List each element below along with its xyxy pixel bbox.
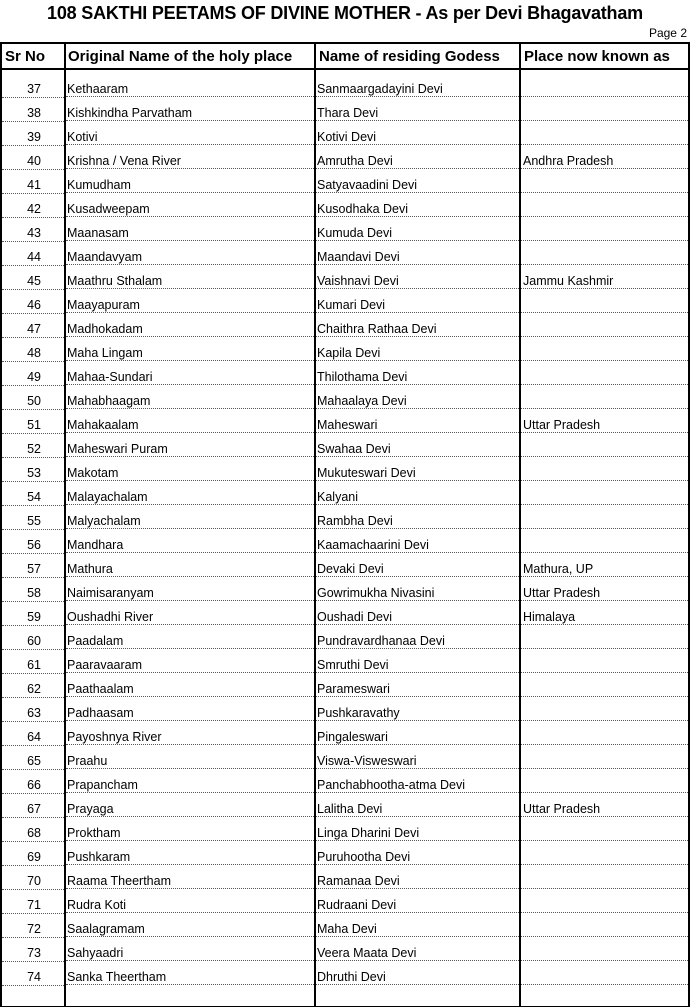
goddess-cell: Kalyani bbox=[316, 482, 519, 505]
place-now-cell bbox=[521, 194, 688, 217]
sr-no-cell bbox=[2, 530, 64, 554]
goddess-cell: Maheswari bbox=[316, 410, 519, 433]
sr-no-value: 53 bbox=[27, 466, 41, 480]
place-now-cell bbox=[521, 170, 688, 193]
sr-no-cell bbox=[2, 170, 64, 194]
table-row bbox=[0, 218, 688, 242]
table-row bbox=[0, 626, 688, 650]
sr-no-cell bbox=[2, 746, 64, 770]
original-name-cell: Mahaa-Sundari bbox=[66, 362, 314, 385]
place-now-cell: Jammu Kashmir bbox=[521, 266, 688, 289]
sr-no-value: 52 bbox=[27, 442, 41, 456]
goddess-cell: Kaamachaarini Devi bbox=[316, 530, 519, 553]
goddess-cell: Pingaleswari bbox=[316, 722, 519, 745]
sr-no-value: 45 bbox=[27, 274, 41, 288]
goddess-cell: Sanmaargadayini Devi bbox=[316, 74, 519, 97]
table-row bbox=[0, 194, 688, 218]
sr-no-cell bbox=[2, 458, 64, 482]
sr-no-cell bbox=[2, 578, 64, 602]
original-name-cell: Naimisaranyam bbox=[66, 578, 314, 601]
sr-no-value: 61 bbox=[27, 658, 41, 672]
table-row bbox=[0, 170, 688, 194]
sr-no-cell bbox=[2, 74, 64, 98]
sr-no-value: 55 bbox=[27, 514, 41, 528]
sr-no-cell bbox=[2, 146, 64, 170]
place-now-cell: Himalaya bbox=[521, 602, 688, 625]
table-header bbox=[0, 42, 688, 70]
place-now-cell bbox=[521, 530, 688, 553]
place-now-cell bbox=[521, 914, 688, 937]
sr-no-cell bbox=[2, 890, 64, 914]
original-name-cell: Mathura bbox=[66, 554, 314, 577]
place-now-cell: Uttar Pradesh bbox=[521, 578, 688, 601]
sr-no-cell bbox=[2, 770, 64, 794]
header-place-now: Place now known as bbox=[524, 48, 670, 65]
original-name-cell: Maandavyam bbox=[66, 242, 314, 265]
goddess-cell: Thara Devi bbox=[316, 98, 519, 121]
table-row bbox=[0, 290, 688, 314]
sr-no-value: 40 bbox=[27, 154, 41, 168]
goddess-cell: Gowrimukha Nivasini bbox=[316, 578, 519, 601]
sr-no-cell bbox=[2, 626, 64, 650]
original-name-cell: Krishna / Vena River bbox=[66, 146, 314, 169]
table-row bbox=[0, 410, 688, 434]
original-name-cell: Madhokadam bbox=[66, 314, 314, 337]
original-name-cell: Prayaga bbox=[66, 794, 314, 817]
sr-no-value: 67 bbox=[27, 802, 41, 816]
place-now-cell bbox=[521, 242, 688, 265]
sr-no-cell bbox=[2, 338, 64, 362]
sr-no-value: 43 bbox=[27, 226, 41, 240]
table-row bbox=[0, 530, 688, 554]
goddess-cell: Rudraani Devi bbox=[316, 890, 519, 913]
table-row bbox=[0, 506, 688, 530]
original-name-cell: Maathru Sthalam bbox=[66, 266, 314, 289]
original-name-cell: Saalagramam bbox=[66, 914, 314, 937]
table-row bbox=[0, 146, 688, 170]
header-goddess: Name of residing Godess bbox=[319, 48, 500, 65]
table-row bbox=[0, 434, 688, 458]
place-now-cell bbox=[521, 98, 688, 121]
table-row bbox=[0, 482, 688, 506]
sr-no-cell bbox=[2, 866, 64, 890]
original-name-cell: Kishkindha Parvatham bbox=[66, 98, 314, 121]
table-row bbox=[0, 242, 688, 266]
sr-no-value: 41 bbox=[27, 178, 41, 192]
goddess-cell: Oushadi Devi bbox=[316, 602, 519, 625]
place-now-cell bbox=[521, 962, 688, 985]
goddess-cell: Puruhootha Devi bbox=[316, 842, 519, 865]
goddess-cell: Veera Maata Devi bbox=[316, 938, 519, 961]
original-name-cell: Paaravaaram bbox=[66, 650, 314, 673]
original-name-cell: Paathaalam bbox=[66, 674, 314, 697]
place-now-cell bbox=[521, 650, 688, 673]
sr-no-cell bbox=[2, 962, 64, 986]
table-row bbox=[0, 458, 688, 482]
goddess-cell: Ramanaa Devi bbox=[316, 866, 519, 889]
sr-no-cell bbox=[2, 554, 64, 578]
sr-no-value: 66 bbox=[27, 778, 41, 792]
place-now-cell: Andhra Pradesh bbox=[521, 146, 688, 169]
place-now-cell bbox=[521, 218, 688, 241]
table-body bbox=[0, 74, 688, 986]
goddess-cell: Swahaa Devi bbox=[316, 434, 519, 457]
table-row bbox=[0, 794, 688, 818]
place-now-cell bbox=[521, 818, 688, 841]
goddess-cell: Thilothama Devi bbox=[316, 362, 519, 385]
sr-no-value: 72 bbox=[27, 922, 41, 936]
sr-no-value: 63 bbox=[27, 706, 41, 720]
original-name-cell: Kethaaram bbox=[66, 74, 314, 97]
goddess-cell: Kapila Devi bbox=[316, 338, 519, 361]
original-name-cell: Mahabhaagam bbox=[66, 386, 314, 409]
place-now-cell bbox=[521, 890, 688, 913]
sr-no-cell bbox=[2, 218, 64, 242]
table-row bbox=[0, 266, 688, 290]
table-row bbox=[0, 674, 688, 698]
sr-no-value: 62 bbox=[27, 682, 41, 696]
table-row bbox=[0, 938, 688, 962]
sr-no-value: 74 bbox=[27, 970, 41, 984]
sr-no-cell bbox=[2, 842, 64, 866]
goddess-cell: Pushkaravathy bbox=[316, 698, 519, 721]
sr-no-value: 42 bbox=[27, 202, 41, 216]
goddess-cell: Kusodhaka Devi bbox=[316, 194, 519, 217]
table-row bbox=[0, 74, 688, 98]
sr-no-cell bbox=[2, 194, 64, 218]
sr-no-value: 70 bbox=[27, 874, 41, 888]
sr-no-value: 47 bbox=[27, 322, 41, 336]
sr-no-cell bbox=[2, 938, 64, 962]
sr-no-value: 51 bbox=[27, 418, 41, 432]
sr-no-value: 49 bbox=[27, 370, 41, 384]
original-name-cell: Paadalam bbox=[66, 626, 314, 649]
place-now-cell: Uttar Pradesh bbox=[521, 794, 688, 817]
original-name-cell: Mahakaalam bbox=[66, 410, 314, 433]
goddess-cell: Devaki Devi bbox=[316, 554, 519, 577]
table-row bbox=[0, 842, 688, 866]
goddess-cell: Chaithra Rathaa Devi bbox=[316, 314, 519, 337]
sr-no-cell bbox=[2, 434, 64, 458]
sr-no-value: 37 bbox=[27, 82, 41, 96]
table-row bbox=[0, 650, 688, 674]
goddess-cell: Parameswari bbox=[316, 674, 519, 697]
place-now-cell bbox=[521, 122, 688, 145]
goddess-cell: Amrutha Devi bbox=[316, 146, 519, 169]
sr-no-value: 71 bbox=[27, 898, 41, 912]
table-row bbox=[0, 866, 688, 890]
page-number: Page 2 bbox=[648, 26, 687, 40]
place-now-cell bbox=[521, 698, 688, 721]
original-name-cell: Maanasam bbox=[66, 218, 314, 241]
sr-no-cell bbox=[2, 674, 64, 698]
goddess-cell: Smruthi Devi bbox=[316, 650, 519, 673]
sr-no-cell bbox=[2, 290, 64, 314]
original-name-cell: Maayapuram bbox=[66, 290, 314, 313]
sr-no-value: 39 bbox=[27, 130, 41, 144]
original-name-cell: Makotam bbox=[66, 458, 314, 481]
table-row bbox=[0, 338, 688, 362]
table-row bbox=[0, 722, 688, 746]
original-name-cell: Kotivi bbox=[66, 122, 314, 145]
place-now-cell bbox=[521, 722, 688, 745]
original-name-cell: Malayachalam bbox=[66, 482, 314, 505]
sr-no-cell bbox=[2, 386, 64, 410]
sr-no-value: 59 bbox=[27, 610, 41, 624]
original-name-cell: Pushkaram bbox=[66, 842, 314, 865]
sr-no-cell bbox=[2, 314, 64, 338]
place-now-cell bbox=[521, 506, 688, 529]
place-now-cell bbox=[521, 290, 688, 313]
table-row bbox=[0, 746, 688, 770]
sr-no-cell bbox=[2, 818, 64, 842]
table-row bbox=[0, 698, 688, 722]
sr-no-value: 68 bbox=[27, 826, 41, 840]
goddess-cell: Kumuda Devi bbox=[316, 218, 519, 241]
original-name-cell: Prapancham bbox=[66, 770, 314, 793]
sr-no-value: 38 bbox=[27, 106, 41, 120]
sr-no-cell bbox=[2, 650, 64, 674]
table-row bbox=[0, 602, 688, 626]
goddess-cell: Maandavi Devi bbox=[316, 242, 519, 265]
goddess-cell: Viswa-Visweswari bbox=[316, 746, 519, 769]
sr-no-value: 58 bbox=[27, 586, 41, 600]
place-now-cell bbox=[521, 626, 688, 649]
place-now-cell bbox=[521, 338, 688, 361]
original-name-cell: Praahu bbox=[66, 746, 314, 769]
goddess-cell: Panchabhootha-atma Devi bbox=[316, 770, 519, 793]
original-name-cell: Proktham bbox=[66, 818, 314, 841]
place-now-cell bbox=[521, 314, 688, 337]
table-row bbox=[0, 98, 688, 122]
place-now-cell bbox=[521, 746, 688, 769]
sr-no-value: 73 bbox=[27, 946, 41, 960]
table-row bbox=[0, 314, 688, 338]
sr-no-value: 57 bbox=[27, 562, 41, 576]
header-original-name: Original Name of the holy place bbox=[68, 48, 293, 65]
place-now-cell bbox=[521, 482, 688, 505]
goddess-cell: Linga Dharini Devi bbox=[316, 818, 519, 841]
original-name-cell: Kumudham bbox=[66, 170, 314, 193]
sr-no-value: 64 bbox=[27, 730, 41, 744]
sr-no-value: 56 bbox=[27, 538, 41, 552]
place-now-cell bbox=[521, 386, 688, 409]
sr-no-cell bbox=[2, 506, 64, 530]
original-name-cell: Maheswari Puram bbox=[66, 434, 314, 457]
sr-no-cell bbox=[2, 410, 64, 434]
place-now-cell bbox=[521, 842, 688, 865]
sr-no-value: 60 bbox=[27, 634, 41, 648]
sr-no-value: 65 bbox=[27, 754, 41, 768]
table-row bbox=[0, 122, 688, 146]
place-now-cell bbox=[521, 938, 688, 961]
goddess-cell: Kotivi Devi bbox=[316, 122, 519, 145]
table-row bbox=[0, 914, 688, 938]
sr-no-cell bbox=[2, 98, 64, 122]
sr-no-value: 54 bbox=[27, 490, 41, 504]
sr-no-cell bbox=[2, 722, 64, 746]
original-name-cell: Raama Theertham bbox=[66, 866, 314, 889]
peetams-table bbox=[0, 42, 690, 1007]
place-now-cell: Mathura, UP bbox=[521, 554, 688, 577]
sr-no-cell bbox=[2, 122, 64, 146]
goddess-cell: Dhruthi Devi bbox=[316, 962, 519, 985]
sr-no-value: 48 bbox=[27, 346, 41, 360]
table-row bbox=[0, 578, 688, 602]
table-row bbox=[0, 554, 688, 578]
place-now-cell bbox=[521, 434, 688, 457]
sr-no-value: 69 bbox=[27, 850, 41, 864]
goddess-cell: Pundravardhanaa Devi bbox=[316, 626, 519, 649]
table-row bbox=[0, 818, 688, 842]
sr-no-cell bbox=[2, 362, 64, 386]
original-name-cell: Maha Lingam bbox=[66, 338, 314, 361]
table-row bbox=[0, 386, 688, 410]
sr-no-cell bbox=[2, 482, 64, 506]
goddess-cell: Mahaalaya Devi bbox=[316, 386, 519, 409]
original-name-cell: Mandhara bbox=[66, 530, 314, 553]
goddess-cell: Satyavaadini Devi bbox=[316, 170, 519, 193]
sr-no-value: 46 bbox=[27, 298, 41, 312]
sr-no-cell bbox=[2, 242, 64, 266]
sr-no-cell bbox=[2, 266, 64, 290]
goddess-cell: Mukuteswari Devi bbox=[316, 458, 519, 481]
sr-no-cell bbox=[2, 794, 64, 818]
sr-no-value: 50 bbox=[27, 394, 41, 408]
table-row bbox=[0, 890, 688, 914]
original-name-cell: Malyachalam bbox=[66, 506, 314, 529]
original-name-cell: Sanka Theertham bbox=[66, 962, 314, 985]
original-name-cell: Sahyaadri bbox=[66, 938, 314, 961]
original-name-cell: Payoshnya River bbox=[66, 722, 314, 745]
original-name-cell: Rudra Koti bbox=[66, 890, 314, 913]
goddess-cell: Vaishnavi Devi bbox=[316, 266, 519, 289]
goddess-cell: Lalitha Devi bbox=[316, 794, 519, 817]
goddess-cell: Rambha Devi bbox=[316, 506, 519, 529]
sr-no-cell bbox=[2, 914, 64, 938]
place-now-cell bbox=[521, 770, 688, 793]
sr-no-cell bbox=[2, 698, 64, 722]
goddess-cell: Kumari Devi bbox=[316, 290, 519, 313]
goddess-cell: Maha Devi bbox=[316, 914, 519, 937]
original-name-cell: Padhaasam bbox=[66, 698, 314, 721]
place-now-cell: Uttar Pradesh bbox=[521, 410, 688, 433]
place-now-cell bbox=[521, 674, 688, 697]
place-now-cell bbox=[521, 458, 688, 481]
table-row bbox=[0, 362, 688, 386]
original-name-cell: Kusadweepam bbox=[66, 194, 314, 217]
place-now-cell bbox=[521, 866, 688, 889]
table-row bbox=[0, 962, 688, 986]
place-now-cell bbox=[521, 74, 688, 97]
sr-no-cell bbox=[2, 602, 64, 626]
document-title: 108 SAKTHI PEETAMS OF DIVINE MOTHER - As per Devi Bhagavatham bbox=[47, 3, 643, 23]
sr-no-value: 44 bbox=[27, 250, 41, 264]
original-name-cell: Oushadhi River bbox=[66, 602, 314, 625]
header-sr-no: Sr No bbox=[5, 48, 46, 65]
place-now-cell bbox=[521, 362, 688, 385]
table-row bbox=[0, 770, 688, 794]
